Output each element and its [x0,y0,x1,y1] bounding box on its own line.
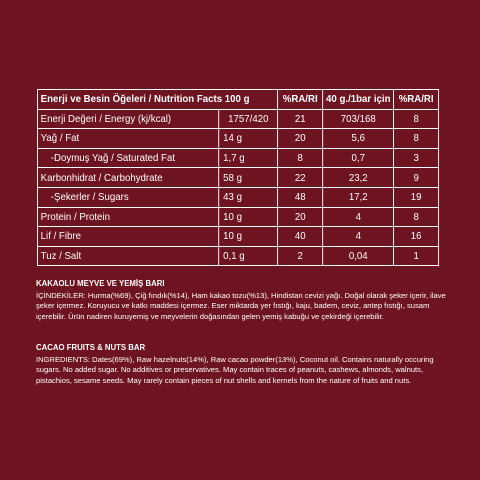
ri-per-40g-cell: 3 [394,148,439,168]
amount-per-40g-cell: 5,6 [323,129,394,149]
amount-per-100g-cell: 10 g [219,227,278,247]
header-nutrition-facts: Enerji ve Besin Öğeleri / Nutrition Facts 100 g [37,90,277,110]
nutrient-name-cell: Lif / Fibre [37,227,219,247]
ri-per-40g-cell: 8 [394,129,439,149]
header-ri-40g: %RA/RI [394,90,439,110]
amount-per-40g-cell: 0,04 [323,246,394,266]
nutrient-name-cell: Yağ / Fat [37,129,219,149]
table-row [37,227,438,247]
nutrient-name-cell: Protein / Protein [37,207,219,227]
amount-per-100g-cell: 1,7 g [219,148,278,168]
english-ingredients-text: INGREDIENTS: Dates(69%), Raw hazelnuts(14%), Raw cacao powder(13%), Coconut oil. Contains naturally occuring sugars. No added sugar. No additives or preservatives. May contain traces of peanuts, cashews, almonds, walnuts, pistachios, sesame seeds. May rarely contain pieces of nut shells and kernels from the nature of fruits and nuts. [36,354,434,385]
header-ri-100g: %RA/RI [278,90,323,110]
nutrient-name-cell: Tuz / Salt [37,246,219,266]
english-ingredients-block [36,343,448,386]
table-row [37,246,438,266]
amount-per-40g-cell: 0,7 [323,148,394,168]
table-row [37,109,438,129]
table-row [37,168,438,188]
amount-per-40g-cell: 703/168 [323,109,394,129]
ri-per-40g-cell: 9 [394,168,439,188]
ri-per-100g-cell: 20 [278,207,323,227]
turkish-ingredients-block [36,279,448,322]
ri-per-40g-cell: 1 [394,246,439,266]
amount-per-40g-cell: 4 [323,227,394,247]
english-product-title: CACAO FRUITS & NUTS BAR [36,343,146,352]
turkish-ingredients-text: İÇİNDEKİLER: Hurma(%69), Çiğ fındık(%14), Ham kakao tozu(%13), Hindistan cevizi yağı. Doğal olarak şeker içerir, ilave şeker içermez. Koruyucu ve katkı maddesi içermez. Eser miktarda yer fıstığı, kaju, badem, ceviz, antep fıstığı, susam içerebilir. Ürün nadiren kuruyemiş ve meyvelerin doğasından gelen yemiş kabuğu ve çekirdeği içerebilir. [36,290,446,321]
amount-per-100g-cell: 43 g [219,187,278,207]
nutrition-facts-table [37,89,439,266]
nutrient-name-cell: Karbonhidrat / Carbohydrate [37,168,219,188]
ri-per-100g-cell: 2 [278,246,323,266]
nutrient-name-cell: -Doymuş Yağ / Saturated Fat [37,148,219,168]
table-body [37,109,438,266]
ri-per-100g-cell: 20 [278,129,323,149]
amount-per-100g-cell: 1757/420 [219,109,278,129]
ri-per-100g-cell: 21 [278,109,323,129]
amount-per-40g-cell: 23,2 [323,168,394,188]
ri-per-40g-cell: 8 [394,207,439,227]
amount-per-100g-cell: 0,1 g [219,246,278,266]
ri-per-100g-cell: 48 [278,187,323,207]
table-row [37,207,438,227]
table-row [37,187,438,207]
amount-per-100g-cell: 10 g [219,207,278,227]
ri-per-40g-cell: 8 [394,109,439,129]
table-header-row [37,90,438,110]
amount-per-40g-cell: 17,2 [323,187,394,207]
nutrient-name-cell: -Şekerler / Sugars [37,187,219,207]
ri-per-100g-cell: 8 [278,148,323,168]
ri-per-100g-cell: 22 [278,168,323,188]
amount-per-40g-cell: 4 [323,207,394,227]
nutrient-name-cell: Enerji Değeri / Energy (kj/kcal) [37,109,219,129]
table-row [37,129,438,149]
amount-per-100g-cell: 14 g [219,129,278,149]
turkish-product-title: KAKAOLU MEYVE VE YEMİŞ BARI [36,279,165,288]
table-row [37,148,438,168]
amount-per-100g-cell: 58 g [219,168,278,188]
header-per-40g: 40 g./1bar için [323,90,394,110]
ri-per-40g-cell: 16 [394,227,439,247]
ri-per-100g-cell: 40 [278,227,323,247]
ri-per-40g-cell: 19 [394,187,439,207]
